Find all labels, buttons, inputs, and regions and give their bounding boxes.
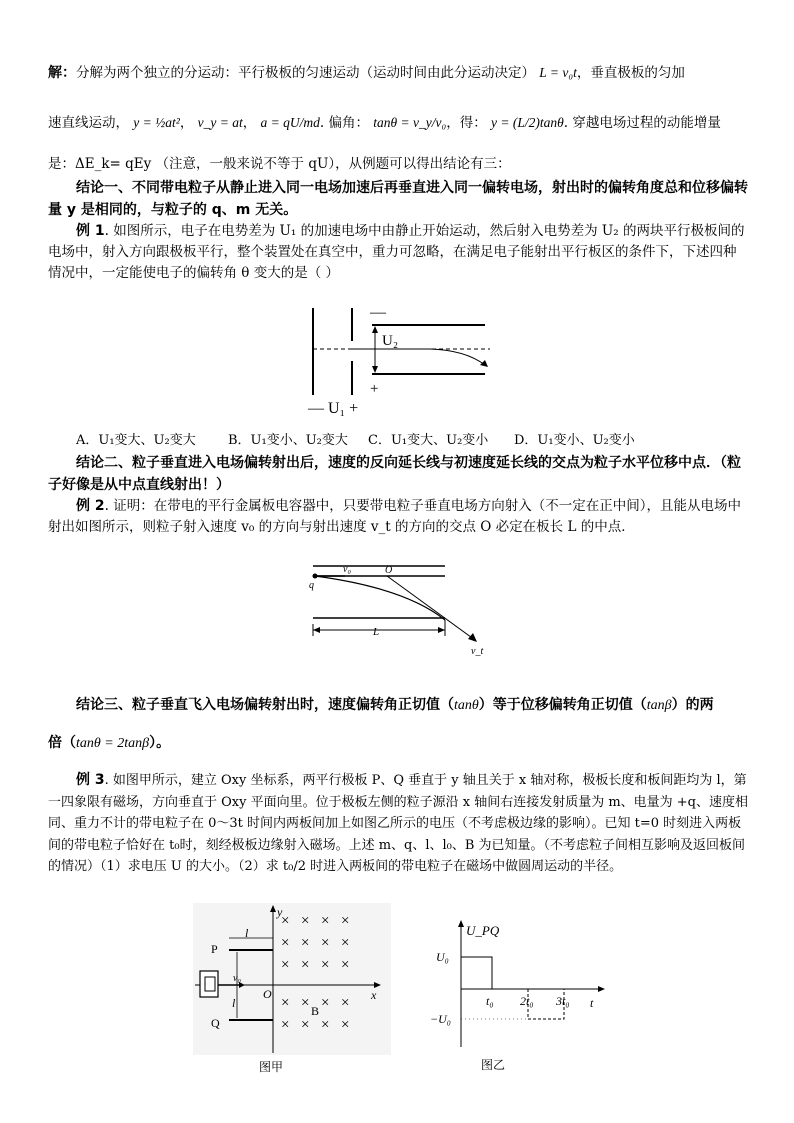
svg-text:×: × — [281, 913, 290, 929]
svg-text:×: × — [301, 913, 310, 929]
conclusion-3-head: 结论三、粒子垂直飞入电场偏转射出时，速度偏转角正切值（ — [76, 697, 454, 713]
L-arrowhead-left — [313, 627, 320, 633]
svg-text:×: × — [341, 935, 350, 951]
U-label: U_PQ — [466, 923, 500, 938]
u2-arrowhead-up — [372, 326, 378, 333]
option-a: A．U₁变大、U₂变大 — [76, 433, 196, 448]
trajectory — [315, 576, 445, 620]
q-label: q — [309, 580, 314, 591]
figure-a-bg — [193, 903, 391, 1055]
eq-y2: y = (L/2)tanθ — [491, 115, 564, 130]
example-1 — [48, 221, 748, 284]
electron-path — [352, 349, 485, 365]
tan-formula: tanθ = 2tanβ — [76, 736, 150, 751]
eq-a: a = qU/md — [260, 115, 320, 130]
U0-label: U₀ — [436, 950, 449, 964]
intro-tail: ，垂直极板的匀加 — [576, 65, 685, 81]
minus-sign: — — [370, 304, 386, 321]
option-d: D．U₁变小、U₂变小 — [514, 433, 635, 448]
example-2-text: . 证明：在带电的平行金属板电容器中，只要带电粒子垂直电场方向射入（不一定在正中间），且能从电场中射出如图所示，则粒子射入速度 v₀ 的方向与射出速度 v_t 的方向的交点 O 必定在板长 L 的中点． — [48, 498, 741, 535]
conclusion-3-line2-tail: ）。 — [149, 735, 171, 751]
figure-a — [193, 903, 391, 1055]
svg-text:×: × — [321, 957, 330, 973]
conclusion-1: 结论一、不同带电粒子从静止进入同一电场加速后再垂直进入同一偏转电场，射出时的偏转角度总和位移偏转量 y 是相同的，与粒子的 q、m 无关。 — [48, 180, 748, 218]
vt-arrowhead — [468, 633, 477, 642]
svg-text:×: × — [341, 995, 350, 1011]
conclusion-3-tail: ）的两 — [671, 697, 714, 713]
path-arrowhead — [480, 360, 488, 367]
figure-capacitor — [305, 558, 505, 658]
option-b: B．U₁变小、U₂变大 — [228, 433, 348, 448]
conclusion-3 — [48, 694, 748, 717]
U-arrowhead — [458, 920, 464, 927]
v0-label: v₀ — [343, 564, 351, 575]
svg-text:×: × — [281, 995, 290, 1011]
intro-line2-tail: . 穿越电场过程的动能增量 — [563, 115, 721, 131]
eq-y: y = ½at² — [133, 115, 180, 130]
example-3 — [48, 770, 748, 878]
get-label: ，得： — [446, 115, 487, 131]
option-c: C．U₁变大、U₂变小 — [368, 433, 489, 448]
intro-label: 解： — [48, 65, 76, 81]
svg-text:×: × — [321, 935, 330, 951]
figure-a-caption: 图甲 — [259, 1060, 284, 1074]
example-3-text: . 如图甲所示，建立 Oxy 坐标系，两平行极板 P、Q 垂直于 y 轴且关于 x 轴对称，极板长度和板间距均为 l，第一四象限有磁场，方向垂直于 Oxy 平面向里。位于极板左侧的粒子源沿 x 轴间右连接发射质量为 m、电量为 +q、速度相同、重力不计的带电粒子在 0～3t 时间内两板间加上如图乙所示的电压（不考虑极边缘的影响）。已知 t=0 时刻进入两板间的带电粒子恰好在 t₀时，刻经极板边缘射入磁场。上述 m、q、l、l₀、B 为已知量。（不考虑粒子间相互影响及返回板间的情况）（1）求电压 U 的大小。（2）求 t₀/2 时进入两板间的带电粒子在磁场中做圆周运动的半径。 — [48, 773, 749, 874]
l-top-label: l — [245, 926, 249, 940]
l-side-label: l — [232, 996, 236, 1010]
t0-label: t₀ — [486, 994, 494, 1008]
O-label: O — [385, 565, 393, 576]
svg-text:×: × — [301, 1017, 310, 1033]
y-label: y — [277, 905, 283, 919]
2t0-label: 2t₀ — [520, 994, 534, 1008]
pulse-positive — [461, 957, 492, 989]
conclusion-2: 结论二、粒子垂直进入电场偏转射出后，速度的反向延长线与初速度延长线的交点为粒子水平位移中点．（粒子好像是从中点直线射出！） — [48, 455, 741, 493]
L-arrowhead-right — [438, 627, 445, 633]
plus-sign: + — [370, 381, 379, 397]
figure-b-caption: 图乙 — [481, 1058, 506, 1072]
t-label: t — [590, 996, 594, 1010]
figure-b — [428, 915, 608, 1055]
example-2 — [48, 496, 748, 538]
u2-label: U₂ — [382, 333, 399, 349]
svg-text:×: × — [301, 957, 310, 973]
svg-text:×: × — [341, 913, 350, 929]
t-arrowhead — [598, 986, 605, 992]
intro-line1 — [48, 62, 748, 84]
svg-text:×: × — [281, 1017, 290, 1033]
eq-L: L = v₀t — [539, 65, 577, 80]
eq-vy: v_y = at — [197, 115, 243, 130]
intro-text: 分解为两个独立的分运动：平行极板的匀速运动（运动时间由此分运动决定） — [76, 65, 535, 81]
eq-tan: tanθ = v_y/v₀ — [373, 115, 447, 130]
svg-text:×: × — [341, 1017, 350, 1033]
conclusion-3-line2-head: 倍（ — [48, 735, 76, 751]
svg-text:×: × — [281, 935, 290, 951]
intro-line2: 速直线运动， y = ½at²， v_y = at， a = qU/md. 偏角： tanθ = v_y/v₀，得： y = (L/2)tanθ. 穿越电场过程的动能增量 — [48, 115, 721, 131]
intro-line3: 是：ΔE_k= qEy （注意，一般来说不等于 qU），从例题可以得出结论有三： — [48, 156, 511, 172]
svg-text:×: × — [301, 935, 310, 951]
intro-line2-head: 速直线运动， — [48, 115, 129, 131]
conclusion-3-line2 — [48, 733, 748, 754]
v0-label: v₀ — [233, 973, 241, 984]
Q-label: Q — [211, 1016, 220, 1030]
svg-text:×: × — [281, 957, 290, 973]
x-label: x — [371, 988, 377, 1002]
svg-text:×: × — [321, 913, 330, 929]
tan-beta: tanβ — [646, 698, 672, 713]
O-label: O — [263, 987, 272, 1001]
example-1-label: 例 1 — [76, 223, 105, 239]
example-1-text: . 如图所示，电子在电势差为 U₁ 的加速电场中由静止开始运动，然后射入电势差为 U₂ 的两块平行极板间的电场中，射入方向跟极板平行，整个装置处在真空中，重力可忽略，在满足电子能射出平行板区的条件下，下述四种情况中，一定能使电子的偏转角 θ 变大的是（ ） — [48, 223, 745, 281]
vt-label: v_t — [471, 646, 484, 657]
3t0-label: 3t₀ — [556, 994, 570, 1008]
u1-label: — U₁ + — [308, 400, 359, 417]
figure-accelerator-deflector — [300, 303, 510, 418]
L-label: L — [373, 626, 380, 638]
neg-U0-label: −U₀ — [430, 1012, 451, 1026]
svg-text:×: × — [301, 995, 310, 1011]
P-label: P — [211, 942, 218, 956]
tan-theta: tanθ — [454, 698, 479, 713]
conclusion-3-mid: ）等于位移偏转角正切值（ — [478, 697, 647, 713]
svg-text:×: × — [321, 1017, 330, 1033]
u2-arrowhead-down — [372, 366, 378, 373]
example-2-label: 例 2 — [76, 498, 105, 514]
deflect-label: . 偏角： — [319, 115, 369, 131]
svg-text:×: × — [341, 957, 350, 973]
example-1-options — [76, 430, 776, 451]
B-label: B — [311, 1004, 320, 1018]
svg-text:×: × — [321, 995, 330, 1011]
example-3-label: 例 3 — [76, 772, 105, 788]
